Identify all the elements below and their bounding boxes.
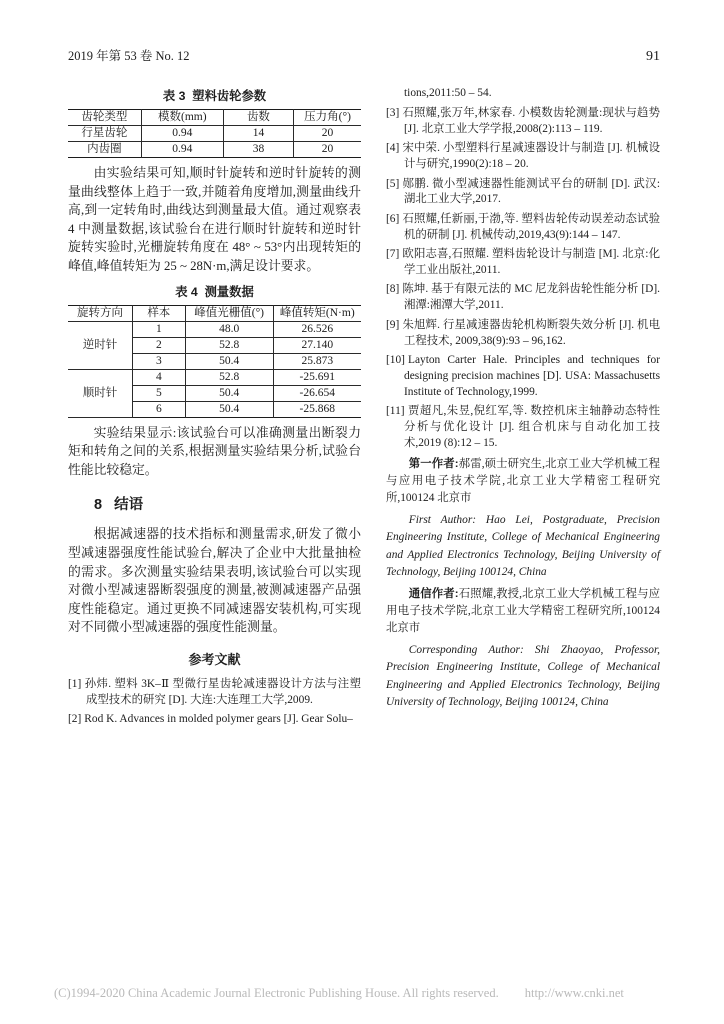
table-cell: 0.94 — [141, 126, 223, 142]
table-cell: -25.868 — [273, 401, 361, 417]
table4-measurement-data — [68, 305, 361, 418]
reference-text: 欧阳志喜,石照耀. 塑料齿轮设计与制造 [M]. 北京:化学工业出版社,2011. — [402, 248, 660, 277]
table-cell: 50.4 — [185, 353, 273, 369]
table-row — [68, 142, 361, 158]
reference-text: 陈坤. 基于有限元法的 MC 尼龙斜齿轮性能分析 [D]. 湘潭:湘潭大学,2011. — [402, 283, 660, 312]
right-column — [386, 86, 660, 712]
table-cell: 26.526 — [273, 321, 361, 337]
table-row — [68, 321, 361, 337]
table3-col-gear-type: 齿轮类型 — [68, 110, 141, 126]
table-cell: 48.0 — [185, 321, 273, 337]
reference-item-9 — [386, 318, 660, 350]
table-cell: 0.94 — [141, 142, 223, 158]
first-author-text: 郝雷,硕士研究生,北京工业大学机械工程与应用电子技术学院,北京工业大学精密工程研究所,100124 北京市 — [386, 458, 660, 505]
page-number: 91 — [646, 49, 660, 64]
table-cell: 内齿圈 — [68, 142, 141, 158]
corresponding-author-text: 石照耀,教授,北京工业大学机械工程与应用电子技术学院,北京工业大学精密工程研究所,100124 北京市 — [386, 588, 660, 635]
journal-issue-label: 2019 年第 53 卷 No. 12 — [68, 49, 190, 63]
corresponding-author-label: 通信作者: — [408, 588, 459, 601]
table-cell: -26.654 — [273, 385, 361, 401]
table-cell: 50.4 — [185, 401, 273, 417]
reference-label: [9] — [386, 318, 400, 331]
section-heading-conclusion: 8 结语 — [94, 497, 144, 514]
reference-label: [11] — [386, 405, 405, 418]
reference-text: Layton Carter Hale. Principles and techniques for designing precision machines [D]. USA: Massachusetts Institute of Technology,1999. — [404, 354, 660, 398]
table3-caption: 表 3 塑料齿轮参数 — [162, 89, 267, 103]
table-cell: 20 — [294, 142, 361, 158]
table3-col-pressure-angle: 压力角(°) — [294, 110, 361, 126]
reference-item-4 — [386, 141, 660, 173]
table-cell: 25.873 — [273, 353, 361, 369]
cnki-copyright-footer — [54, 986, 684, 1001]
table-cell: 2 — [132, 337, 185, 353]
table4-caption: 表 4 测量数据 — [175, 284, 254, 299]
table4-header-row — [68, 305, 361, 321]
reference-label: [8] — [386, 283, 400, 296]
reference-label: [10] — [386, 354, 405, 367]
copyright-text: (C)1994-2020 China Academic Journal Electronic Publishing House. All rights reserved. — [54, 986, 499, 1000]
corresponding-author-info-en: Corresponding Author: Shi Zhaoyao, Professor, Precision Engineering Institute, College of Mechanical Engineering and Applied Electronics Technology, Beijing University of Technology, Beijing 100124, China — [386, 643, 660, 709]
table4-col-sample: 样本 — [132, 305, 185, 321]
reference-label: [6] — [386, 212, 400, 225]
reference-item-5 — [386, 177, 660, 209]
reference-2-continuation: tions,2011:50 – 54. — [404, 87, 492, 99]
table-cell: 27.140 — [273, 337, 361, 353]
reference-label: [2] — [68, 713, 82, 726]
paragraph-experiment-results: 由实验结果可知,顺时针旋转和逆时针旋转的测量曲线整体上趋于一致,并随着角度增加,测量曲线升高,到一定转角时,曲线达到测量最大值。通过观察表 4 中测量数据,该试验台在进行顺时针旋转和逆时针旋转实验时,光栅旋转角度在 48° ~ 53°内出现转矩的峰值,峰值转矩为 25 ~ 28N·m,满足设计要求。 — [68, 166, 361, 273]
page-header — [68, 46, 660, 65]
reference-item-3 — [386, 106, 660, 138]
table-cell: 14 — [223, 126, 293, 142]
table3-header-row — [68, 110, 361, 126]
reference-label: [3] — [386, 106, 400, 119]
paragraph-test-bench-stability: 实验结果显示:该试验台可以准确测量出断裂力矩和转角之间的关系,根据测量实验结果分析,试验台性能比较稳定。 — [68, 425, 361, 477]
reference-item-6 — [386, 212, 660, 244]
references-heading: 参考文献 — [188, 651, 241, 667]
reference-item-8 — [386, 282, 660, 314]
reference-label: [7] — [386, 248, 400, 261]
table-cell: 50.4 — [185, 385, 273, 401]
reference-item-7 — [386, 247, 660, 279]
reference-item-10 — [386, 353, 660, 401]
table-cell: 5 — [132, 385, 185, 401]
table4-col-direction: 旋转方向 — [68, 305, 132, 321]
paragraph-conclusion: 根据减速器的技术指标和测量需求,研发了微小型减速器强度性能试验台,解决了企业中大批量抽检的需求。多次测量实验结果表明,该试验台可以实现对微小型减速器断裂强度的测量,被测减速器产品强度性能稳定。通过更换不同减速器安装机构,可实现对不同微小型减速器的强度性能测量。 — [68, 527, 361, 635]
corresponding-author-info-zh — [386, 586, 660, 638]
reference-text: 孙炜. 塑料 3K–Ⅱ 型微行星齿轮减速器设计方法与注塑成型技术的研究 [D]. 大连:大连理工大学,2009. — [84, 677, 361, 706]
direction-cell-cw: 顺时针 — [68, 369, 132, 417]
reference-text: 石照耀,张万年,林家春. 小模数齿轮测量:现状与趋势 [J]. 北京工业大学学报,2008(2):113 – 119. — [402, 106, 660, 135]
table-cell: 6 — [132, 401, 185, 417]
first-author-info-zh — [386, 456, 660, 508]
table3-col-module: 模数(mm) — [141, 110, 223, 126]
reference-label: [5] — [386, 177, 400, 190]
cnki-url: http://www.cnki.net — [524, 986, 624, 1000]
direction-cell-ccw: 逆时针 — [68, 321, 132, 369]
left-column — [68, 86, 361, 732]
table4-col-peak-torque: 峰值转矩(N·m) — [273, 305, 361, 321]
table-cell: 1 — [132, 321, 185, 337]
reference-text: 朱旭辉. 行星减速器齿轮机构断裂失效分析 [J]. 机电工程技术, 2009,38(9):93 – 96,162. — [402, 318, 660, 347]
reference-text: Rod K. Advances in molded polymer gears [J]. Gear Solu– — [84, 713, 353, 726]
table-cell: 52.8 — [185, 337, 273, 353]
table-cell: -25.691 — [273, 369, 361, 385]
table-cell: 行星齿轮 — [68, 126, 141, 142]
reference-item-1 — [68, 677, 361, 709]
table-cell: 20 — [294, 126, 361, 142]
reference-text: 宋中荣. 小型塑料行星减速器设计与制造 [J]. 机械设计与研究,1990(2):18 – 20. — [402, 142, 660, 171]
reference-label: [4] — [386, 142, 400, 155]
table-cell: 3 — [132, 353, 185, 369]
first-author-info-en: First Author: Hao Lei, Postgraduate, Precision Engineering Institute, College of Mechanical Engineering and Applied Electronics Technology, Beijing University of Technology, Beijing 100124, China — [386, 513, 660, 579]
reference-item-11 — [386, 404, 660, 452]
first-author-label: 第一作者: — [408, 458, 459, 471]
reference-text: 石照耀,任新丽,于渤,等. 塑料齿轮传动误差动态试验机的研制 [J]. 机械传动,2019,43(9):144 – 147. — [402, 212, 660, 241]
table-cell: 4 — [132, 369, 185, 385]
reference-label: [1] — [68, 677, 82, 690]
reference-text: 郧鹏. 微小型减速器性能测试平台的研制 [D]. 武汉:湖北工业大学,2017. — [402, 177, 660, 206]
table-row — [68, 369, 361, 385]
table-cell: 38 — [223, 142, 293, 158]
table3-col-teeth: 齿数 — [223, 110, 293, 126]
table-row — [68, 126, 361, 142]
table3-plastic-gear-parameters — [68, 109, 361, 158]
reference-text: 贾超凡,朱昱,倪红军,等. 数控机床主轴静动态特性分析与优化设计 [J]. 组合机床与自动化加工技术,2019 (8):12 – 15. — [404, 405, 660, 450]
table-cell: 52.8 — [185, 369, 273, 385]
reference-item-2 — [68, 712, 361, 728]
table4-col-peak-grating: 峰值光栅值(°) — [185, 305, 273, 321]
